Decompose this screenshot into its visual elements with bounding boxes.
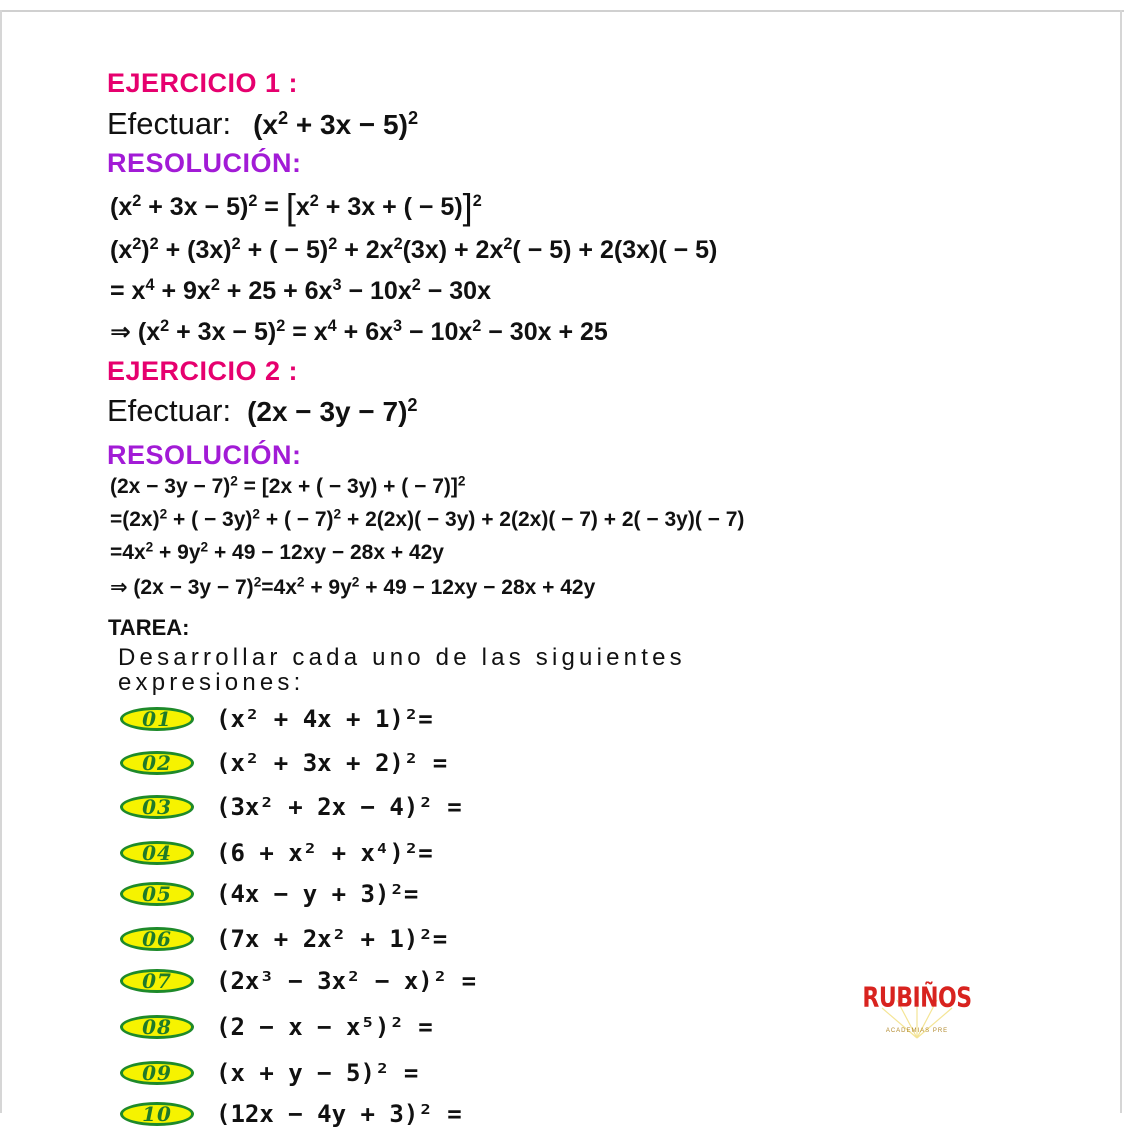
- ej2-step-4: ⇒ $(2x - 3y - 7)^2=4x^2 + 9y^2 + 49 - 12xy - 28x + 42y$: [110, 574, 596, 599]
- right-border: [1120, 10, 1122, 1113]
- efectuar-label: Efectuar:: [107, 393, 232, 428]
- logo-subtitle: ACADEMIAS PRE: [885, 1028, 949, 1034]
- left-border: [0, 10, 2, 1113]
- list-item: [120, 748, 447, 778]
- item-expression: (6 + x² + x⁴)²=: [216, 839, 433, 867]
- item-expression: (3x² + 2x − 4)² =: [216, 793, 462, 821]
- item-number-badge: 04: [120, 841, 194, 865]
- ej2-step-2: $=(2x)^2$ + ( − 3y)$^2$ + ( − 7)$^2$ + 2(2x)( − 3y) + 2(2x)( − 7) + 2( − 3y)( − 7): [110, 506, 745, 531]
- ejercicio-2-resolucion-heading: RESOLUCIÓN:: [107, 440, 302, 470]
- item-number-badge: 03: [120, 795, 194, 819]
- ejercicio-2-statement: [107, 393, 418, 429]
- item-number-badge: 02: [120, 751, 194, 775]
- list-item: [120, 879, 418, 909]
- item-number-badge: 08: [120, 1015, 194, 1039]
- list-item: [120, 924, 447, 954]
- ejercicio-1-resolucion-heading: RESOLUCIÓN:: [107, 148, 302, 178]
- logo-text: RUBIÑOS: [862, 982, 972, 1015]
- list-item: [120, 966, 476, 996]
- ej1-step-1: $(x^2 + 3x - 5)^2 = [x^2 + 3x$ + ( − 5)]$^2$: [110, 186, 482, 227]
- list-item: [120, 704, 433, 734]
- item-number-badge: 06: [120, 927, 194, 951]
- ejercicio-2-expression: $(2x - 3y - 7)^2$: [247, 395, 418, 427]
- item-number-badge: 10: [120, 1102, 194, 1126]
- tarea-instruction-line-1: Desarrollar cada uno de las siguientes: [118, 644, 686, 671]
- ejercicio-1-statement: [107, 106, 418, 142]
- item-expression: (12x − 4y + 3)² =: [216, 1100, 462, 1128]
- tarea-instruction-line-2: expresiones:: [118, 669, 305, 696]
- list-item: [120, 1099, 462, 1129]
- item-expression: (x² + 3x + 2)² =: [216, 749, 448, 777]
- item-expression: (2x³ − 3x² − x)² =: [216, 967, 477, 995]
- item-expression: (7x + 2x² + 1)²=: [216, 925, 448, 953]
- item-expression: (2 − x − x⁵)² =: [216, 1013, 433, 1041]
- ejercicio-2-heading: EJERCICIO 2 :: [107, 356, 299, 386]
- top-border: [0, 0, 1124, 12]
- item-expression: (4x − y + 3)²=: [216, 880, 419, 908]
- list-item: [120, 1012, 433, 1042]
- item-expression: (x + y − 5)² =: [216, 1059, 419, 1087]
- ej2-step-1: $(2x - 3y - 7)^2 = [2x$ + ( − 3y) + ( − 7)]$^2$: [110, 473, 466, 498]
- list-item: [120, 838, 433, 868]
- item-number-badge: 05: [120, 882, 194, 906]
- tarea-heading: TAREA:: [108, 615, 190, 640]
- item-number-badge: 07: [120, 969, 194, 993]
- list-item: [120, 1058, 418, 1088]
- ej1-step-3: = $x^4 + 9x^2 + 25 + 6x^3 - 10x^2 - 30x$: [110, 276, 491, 305]
- rubinos-logo: [862, 978, 972, 1048]
- ejercicio-1-heading: EJERCICIO 1 :: [107, 68, 299, 98]
- ej1-step-2: $(x^2)^2 + (3x)^2$ + ( − $5)^2 + 2x^2(3x) + 2x^2( - 5) + 2(3x)( - 5)$: [110, 235, 718, 264]
- item-expression: (x² + 4x + 1)²=: [216, 705, 433, 733]
- item-number-badge: 09: [120, 1061, 194, 1085]
- ej1-step-4: ⇒ $(x^2 + 3x - 5)^2 = x^4 + 6x^3 - 10x^2 - 30x + 25$: [110, 317, 608, 346]
- efectuar-label: Efectuar:: [107, 106, 232, 141]
- item-number-badge: 01: [120, 707, 194, 731]
- ejercicio-1-expression: $(x^2 + 3x - 5)^2$: [253, 108, 419, 140]
- ej2-step-3: $=4x^2 + 9y^2 + 49 - 12xy - 28x + 42y$: [110, 539, 444, 564]
- list-item: [120, 792, 462, 822]
